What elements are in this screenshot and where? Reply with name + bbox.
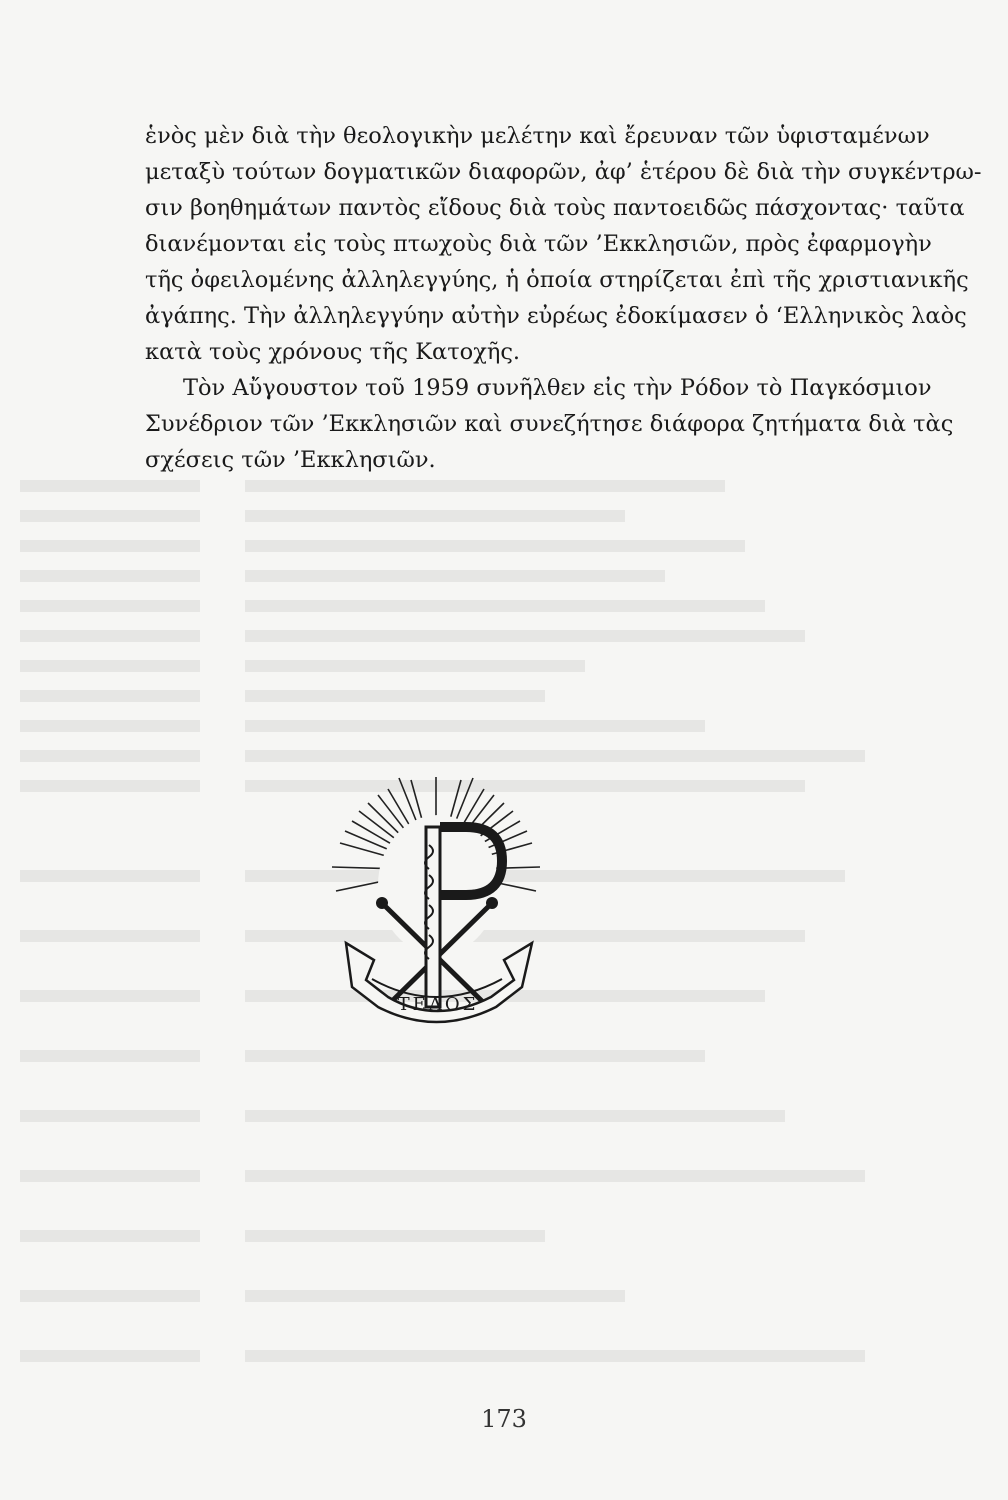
text-line: τῆς ὀφειλομένης ἀλληλεγγύης, ἡ ὁποία στηρίζεται ἐπὶ τῆς χριστιανικῆς [145, 267, 969, 293]
text-line: διανέμονται εἰς τοὺς πτωχοὺς διὰ τῶν ’Εκκλησιῶν, πρὸς ἐφαρμογὴν [145, 231, 932, 257]
text-line: μεταξὺ τούτων δογματικῶν διαφορῶν, ἀφ’ ἑτέρου δὲ διὰ τὴν συγκέντρω- [145, 159, 982, 185]
text-line: ἑνὸς μὲν διὰ τὴν θεολογικὴν μελέτην καὶ ἔρευναν τῶν ὑφισταμένων [145, 123, 930, 149]
banner-text: ΤΕΛΟΣ [397, 994, 479, 1015]
body-text [145, 118, 982, 478]
telos-emblem [326, 775, 546, 1035]
text-line: σχέσεις τῶν ’Εκκλησιῶν. [145, 447, 436, 473]
page-number: 173 [481, 1405, 527, 1433]
text-line: Συνέδριον τῶν ’Εκκλησιῶν καὶ συνεζήτησε διάφορα ζητήματα διὰ τὰς [145, 411, 954, 437]
text-line: κατὰ τοὺς χρόνους τῆς Κατοχῆς. [145, 339, 521, 365]
text-line: Τὸν Αὔγουστον τοῦ 1959 συνῆλθεν εἰς τὴν Ρόδον τὸ Παγκόσμιον [183, 375, 932, 401]
text-line: ἀγάπης. Τὴν ἀλληλεγγύην αὐτὴν εὐρέως ἐδοκίμασεν ὁ ‘Ελληνικὸς λαὸς [145, 303, 967, 329]
text-line: σιν βοηθημάτων παντὸς εἴδους διὰ τοὺς παντοειδῶς πάσχοντας· ταῦτα [145, 195, 965, 221]
